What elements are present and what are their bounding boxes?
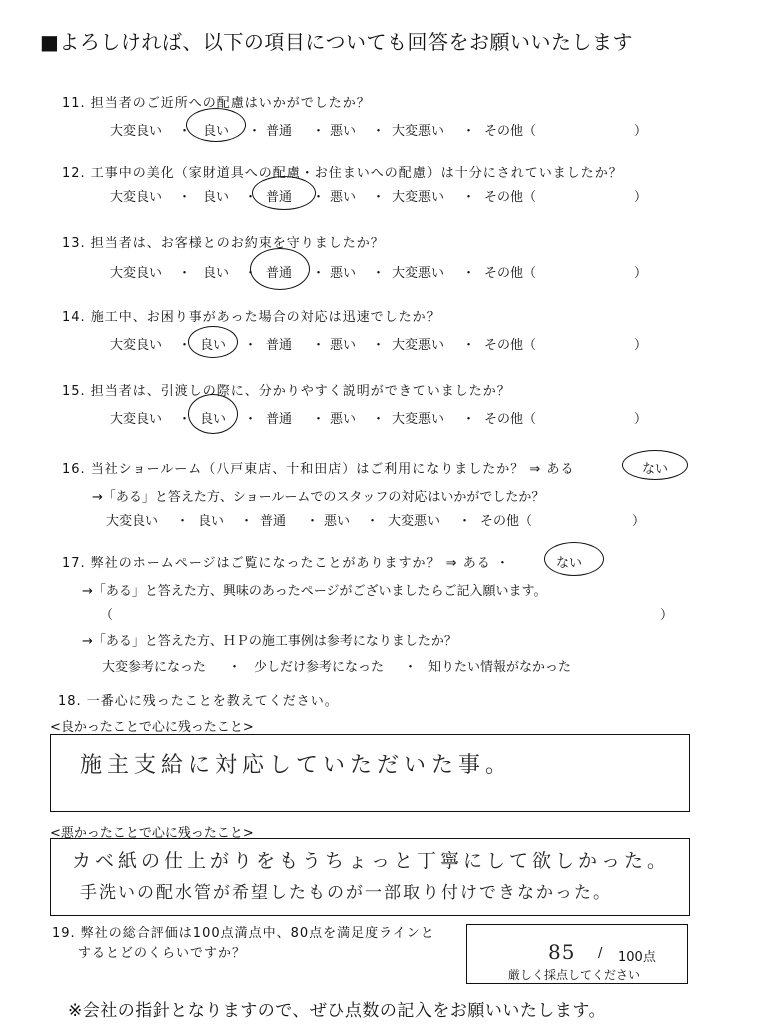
q12-option-very-good[interactable]: 大変良い	[110, 190, 163, 205]
q15-option-very-good[interactable]: 大変良い	[110, 412, 163, 427]
q13-option-good[interactable]: 良い	[203, 266, 230, 281]
q17-paren-close: ）	[660, 608, 674, 623]
q18-good-answer: 施主支給に対応していただいた事。	[80, 753, 513, 778]
q11-option-very-bad[interactable]: 大変悪い	[392, 124, 445, 139]
q17-option-no[interactable]: ない	[556, 556, 583, 571]
q14-paren-close: ）	[634, 338, 648, 353]
q16-option-bad[interactable]: 悪い	[324, 514, 351, 529]
survey-header: ■よろしければ、以下の項目についても回答をお願いいたします	[40, 30, 633, 54]
q12-paren-close: ）	[634, 190, 648, 205]
q18-bad-answer-line-1: カベ紙の仕上がりをもうちょっと丁寧にして欲しかった。	[72, 850, 671, 872]
q12-option-average[interactable]: 普通	[266, 190, 293, 205]
q13-option-other[interactable]: その他（	[484, 266, 537, 281]
q13-option-average[interactable]: 普通	[266, 266, 293, 281]
question-13: 13. 担当者は、お客様とのお約束を守りましたか？	[62, 236, 385, 251]
q15-option-bad[interactable]: 悪い	[330, 412, 357, 427]
q15-option-very-bad[interactable]: 大変悪い	[392, 412, 445, 427]
q19-max-score: 100点	[618, 950, 656, 965]
q12-option-bad[interactable]: 悪い	[330, 190, 357, 205]
q16-option-very-bad[interactable]: 大変悪い	[388, 514, 441, 529]
q15-option-other[interactable]: その他（	[484, 412, 537, 427]
question-14: 14. 施工中、お困り事があった場合の対応は迅速でしたか？	[62, 310, 441, 325]
q12-selected-circle	[252, 176, 316, 210]
question-12: 12. 工事中の美化（家財道具への配慮・お住まいへの配慮）は十分にされていましたか？	[62, 166, 623, 181]
q17-followup-1: →「ある」と答えた方、興味のあったページがございましたらご記入願います。	[82, 584, 547, 599]
q14-option-very-bad[interactable]: 大変悪い	[392, 338, 445, 353]
q15-paren-close: ）	[634, 412, 648, 427]
q16-selected-circle	[622, 450, 688, 480]
q17-followup-2: →「ある」と答えた方、ＨＰの施工事例は参考になりましたか？	[82, 634, 457, 649]
q14-option-other[interactable]: その他（	[484, 338, 537, 353]
footer-note: ※会社の指針となりますので、ぜひ点数の記入をお願いいたします。	[68, 1001, 607, 1021]
q12-option-very-bad[interactable]: 大変悪い	[392, 190, 445, 205]
question-19-line-2: するとどのくらいですか？	[78, 946, 247, 961]
q18-bad-answer-line-2: 手洗いの配水管が希望したものが一部取り付けできなかった。	[80, 883, 612, 903]
q15-selected-circle	[188, 394, 238, 434]
q17-option-somewhat-helpful[interactable]: 少しだけ参考になった	[254, 660, 385, 675]
q19-note: 厳しく採点してください	[508, 968, 641, 982]
q16-option-very-good[interactable]: 大変良い	[106, 514, 159, 529]
q17-paren-open: （	[100, 608, 114, 623]
q12-option-good[interactable]: 良い	[203, 190, 230, 205]
q16-option-other[interactable]: その他（	[480, 514, 533, 529]
q16-option-no[interactable]: ない	[642, 462, 669, 477]
q11-selected-circle	[186, 108, 246, 142]
q16-paren-close: ）	[632, 514, 646, 529]
q18-good-label: <良かったことで心に残ったこと>	[50, 720, 254, 735]
question-16: 16. 当社ショールーム（八戸東店、十和田店）はご利用になりましたか？ ⇒ ある	[62, 462, 575, 477]
q18-bad-label: <悪かったことで心に残ったこと>	[50, 826, 254, 841]
q14-option-bad[interactable]: 悪い	[330, 338, 357, 353]
q14-option-good[interactable]: 良い	[200, 338, 227, 353]
q19-slash: /	[598, 946, 603, 961]
question-17: 17. 弊社のホームページはご覧になったことがありますか？ ⇒ ある ・	[62, 556, 510, 571]
question-11: 11. 担当者のご近所への配慮はいかがでしたか？	[62, 96, 371, 111]
q14-option-very-good[interactable]: 大変良い	[110, 338, 163, 353]
question-15: 15. 担当者は、引渡しの際に、分かりやすく説明ができていましたか？	[62, 384, 511, 399]
q13-paren-close: ）	[634, 266, 648, 281]
q11-option-very-good[interactable]: 大変良い	[110, 124, 163, 139]
q19-score-value: 85	[548, 940, 576, 964]
q14-option-average[interactable]: 普通	[266, 338, 293, 353]
q11-paren-close: ）	[634, 124, 648, 139]
q17-selected-circle	[544, 542, 604, 576]
q11-option-average[interactable]: 普通	[266, 124, 293, 139]
q16-option-good[interactable]: 良い	[198, 514, 225, 529]
q13-selected-circle	[250, 248, 310, 290]
q11-option-good[interactable]: 良い	[203, 124, 230, 139]
q16-option-average[interactable]: 普通	[260, 514, 287, 529]
q16-followup: →「ある」と答えた方、ショールームでのスタッフの対応はいかがでしたか？	[92, 490, 545, 505]
q17-option-not-helpful[interactable]: 知りたい情報がなかった	[428, 660, 572, 675]
q13-option-very-bad[interactable]: 大変悪い	[392, 266, 445, 281]
q11-option-bad[interactable]: 悪い	[330, 124, 357, 139]
q13-option-very-good[interactable]: 大変良い	[110, 266, 163, 281]
q11-option-other[interactable]: その他（	[484, 124, 537, 139]
q15-option-good[interactable]: 良い	[200, 412, 227, 427]
q12-option-other[interactable]: その他（	[484, 190, 537, 205]
q15-option-average[interactable]: 普通	[266, 412, 293, 427]
question-19-line-1: 19. 弊社の総合評価は100点満点中、80点を満足度ラインと	[52, 926, 435, 941]
question-18: 18. 一番心に残ったことを教えてください。	[58, 694, 339, 709]
q13-option-bad[interactable]: 悪い	[330, 266, 357, 281]
q14-selected-circle	[188, 326, 238, 358]
q17-option-very-helpful[interactable]: 大変参考になった	[102, 660, 207, 675]
